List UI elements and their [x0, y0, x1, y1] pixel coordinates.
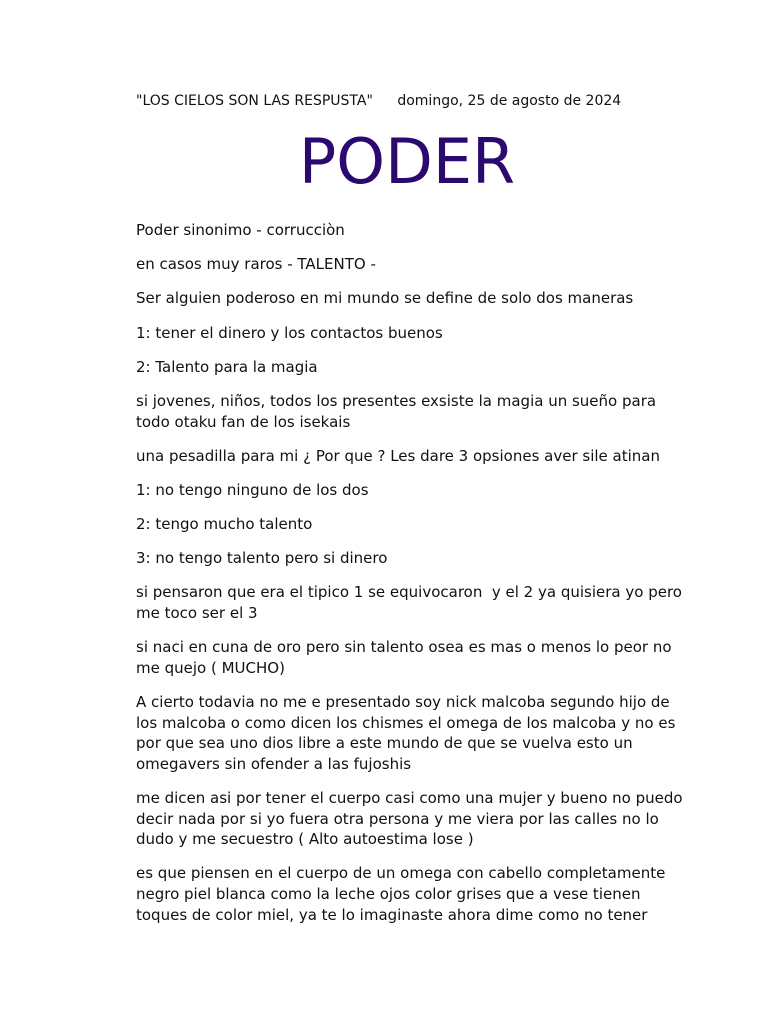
paragraph: 2: tengo mucho talento	[136, 515, 313, 534]
header-motto: "LOS CIELOS SON LAS RESPUSTA"	[136, 93, 373, 109]
paragraph: Ser alguien poderoso en mi mundo se define de solo dos maneras	[136, 289, 634, 308]
paragraph: Poder sinonimo - corrucciòn	[136, 221, 345, 239]
paragraph: si pensaron que era el tipico 1 se equivocaron y el 2 ya quisiera yo pero me toco ser el 3	[136, 583, 687, 623]
paragraph: si jovenes, niños, todos los presentes exsiste la magia un sueño para todo otaku fan de los isekais	[136, 391, 661, 431]
document-title: PODER	[298, 125, 516, 198]
paragraph: una pesadilla para mi ¿ Por que ? Les dare 3 opsiones aver sile atinan	[136, 446, 660, 465]
paragraph: 1: tener el dinero y los contactos buenos	[136, 323, 443, 342]
paragraph: en casos muy raros - TALENTO -	[136, 255, 376, 274]
paragraph: 1: no tengo ninguno de los dos	[136, 480, 369, 499]
paragraph: si naci en cuna de oro pero sin talento osea es mas o menos lo peor no me quejo ( MUCHO)	[136, 638, 677, 677]
page-header	[136, 92, 621, 110]
header-date: domingo, 25 de agosto de 2024	[397, 93, 622, 109]
document-page	[136, 0, 688, 1024]
paragraph: me dicen asi por tener el cuerpo casi como una mujer y bueno no puedo decir nada por si yo fuera otra persona y me viera por las calles no lo dudo y me secuestro ( Alto autoestima lose )	[136, 789, 688, 849]
document-body	[136, 220, 688, 939]
paragraph: 3: no tengo talento pero si dinero	[136, 549, 388, 568]
paragraph: A cierto todavia no me e presentado soy nick malcoba segundo hijo de los malcoba o como dicen los chismes el omega de los malcoba y no es por que sea uno dios libre a este mundo de que se vuelva esto un omegavers sin ofender a las fujoshis	[136, 693, 681, 773]
paragraph: 2: Talento para la magia	[136, 357, 318, 376]
paragraph: es que piensen en el cuerpo de un omega con cabello completamente negro piel blanca como la leche ojos color grises que a vese tienen toques de color miel, ya te lo imaginaste ahora dime como no tener	[136, 864, 671, 924]
